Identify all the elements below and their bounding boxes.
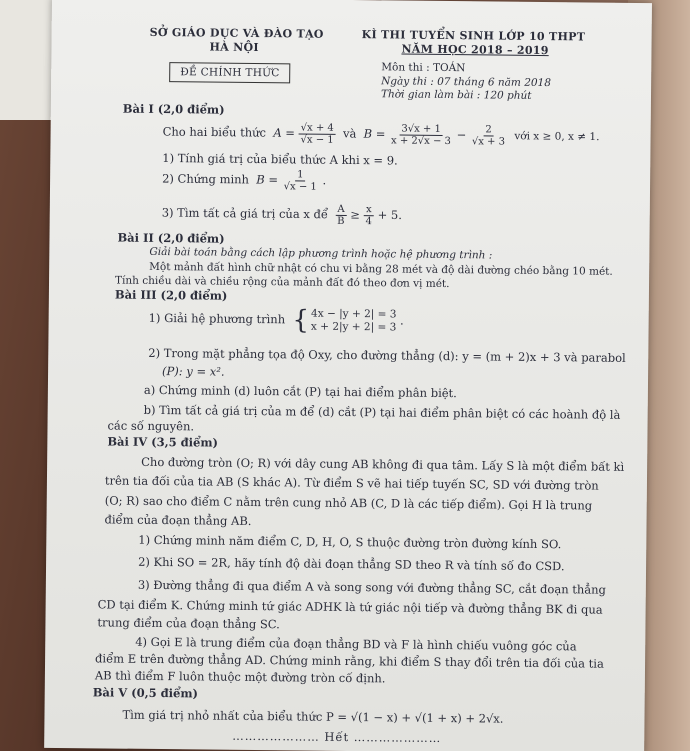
bai4-q4-a: 4) Gọi E là trung điểm của đoạn thẳng BD và F là hình chiếu vuông góc của: [135, 634, 577, 654]
bai5-question: Tìm giá trị nhỏ nhất của biểu thức P = √(1 − x) + √(1 + x) + 2√x.: [122, 707, 504, 726]
bai4-q4-c: AB thì điểm F luôn thuộc một đường tròn cố định.: [94, 668, 386, 686]
bai4-q2: 2) Khi SO = 2R, hãy tính độ dài đoạn thẳng SD theo R và tính số đo CSD.: [138, 554, 565, 574]
bai4-q3-b: CD tại điểm K. Chứng minh tứ giác ADHK là tứ giác nội tiếp và đường thẳng BK đi qua: [97, 597, 603, 617]
header-department: SỞ GIÁO DỤC VÀ ĐÀO TẠO: [149, 25, 324, 41]
bai3-q1: 1) Giải hệ phương trình { 4x − |y + 2| = 3 x + 2|y + 2| = 3 .: [148, 305, 404, 336]
bai3-title: Bài III (2,0 điểm): [114, 287, 228, 303]
exam-sheet: [44, 0, 652, 751]
bai3-q2-parabol: (P): y = x².: [162, 364, 225, 379]
header-duration: Thời gian làm bài : 120 phút: [380, 88, 532, 102]
header-city: HÀ NỘI: [209, 40, 259, 55]
bai1-intro: Cho hai biểu thức A = $\frac{√x + 4}{√x - 1}$ và B = $\frac{3√x + 1}{x + 2√x - 3}$ − $\frac{2}{√x + 3}$ với x ≥ 0, x ≠ 1.: [162, 122, 600, 148]
bai4-title: Bài IV (3,5 điểm): [107, 434, 219, 450]
bai4-q3-a: 3) Đường thẳng đi qua điểm A và song song với đường thẳng SC, cắt đoạn thẳng: [137, 577, 607, 597]
bai2-line1: Một mảnh đất hình chữ nhật có chu vi bằng 28 mét và độ dài đường chéo bằng 10 mét.: [149, 260, 613, 278]
bai5-title: Bài V (0,5 điểm): [92, 685, 199, 701]
bai4-p4: điểm của đoạn thẳng AB.: [104, 512, 252, 528]
bai4-p3: (O; R) sao cho điểm C nằm trên cung nhỏ AB (C, D là các tiếp điểm). Gọi H là trung: [104, 493, 593, 513]
bai4-q1: 1) Chứng minh năm điểm C, D, H, O, S thuộc đường tròn đường kính SO.: [138, 532, 562, 552]
bai1-title: Bài I (2,0 điểm): [122, 101, 225, 117]
bai4-q4-b: điểm E trên đường thẳng AD. Chứng minh rằng, khi điểm S thay đổi trên tia đối của tia: [95, 651, 604, 671]
bai2-instruction: Giải bài toán bằng cách lập phương trình hoặc hệ phương trình :: [149, 245, 493, 262]
bai1-q1: 1) Tính giá trị của biểu thức A khi x = 9.: [162, 151, 398, 168]
bai4-p2: trên tia đối của tia AB (S khác A). Từ điểm S vẽ hai tiếp tuyến SC, SD với đường tròn: [104, 473, 599, 493]
bai3-qa: a) Chứng minh (d) luôn cắt (P) tại hai điểm phân biệt.: [143, 382, 457, 401]
bai4-q3-c: trung điểm của đoạn thẳng SC.: [97, 615, 280, 632]
header-date: Ngày thi : 07 tháng 6 năm 2018: [381, 75, 552, 90]
bai3-qb-1: b) Tìm tất cả giá trị của m để (d) cắt (P) tại hai điểm phân biệt có các hoành độ là: [143, 402, 621, 422]
bai1-q3: 3) Tìm tất cả giá trị của x để $\frac{A}{B}$ ≥ $\frac{x}{4}$ + 5.: [161, 203, 402, 228]
header-exam-title: KÌ THI TUYỂN SINH LỚP 10 THPT: [361, 28, 586, 44]
official-label: ĐỀ CHÍNH THỨC: [169, 62, 291, 83]
header-subject: Môn thi : TOÁN: [381, 61, 466, 75]
bai2-title: Bài II (2,0 điểm): [117, 230, 225, 246]
bai2-line2: Tính chiều dài và chiều rộng của mảnh đất đó theo đơn vị mét.: [114, 274, 450, 291]
bai1-q2: 2) Chứng minh B = $\frac{1}{√x - 1}$ .: [162, 169, 327, 193]
bai3-qb-2: các số nguyên.: [107, 418, 195, 434]
end-marker: ………………… Hết …………………: [232, 728, 442, 745]
bai4-p1: Cho đường tròn (O; R) với dây cung AB không đi qua tâm. Lấy S là một điểm bất kì: [141, 454, 625, 474]
bai3-q2: 2) Trong mặt phẳng tọa độ Oxy, cho đường thẳng (d): y = (m + 2)x + 3 và parabol: [148, 345, 626, 365]
header-school-year: NĂM HỌC 2018 – 2019: [401, 42, 549, 58]
